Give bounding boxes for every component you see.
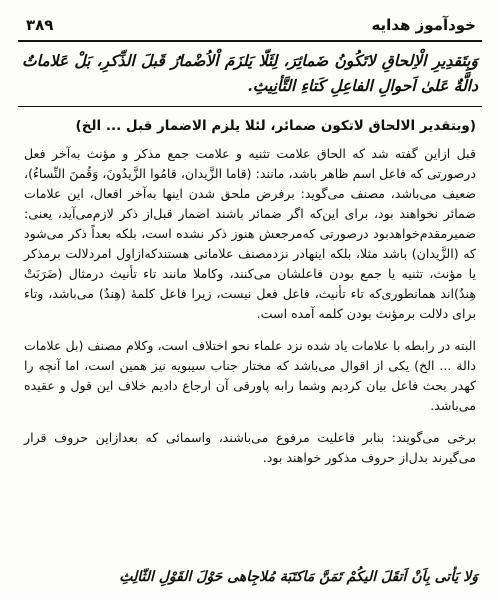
section-heading: (وبتقدیر الالحاق لاتکون ضمائر، لئلا یلزم الاضمار قبل ... الخ) <box>75 118 476 134</box>
paragraph-1: قبل ازاین گفته شد که الحاق علامت تثنیه و علامت جمع مذکر و مؤنث به‌آخر فعل درصورتی که فاعل اسم ظاهر باشد، مانند: (قاما الزَّیدان، قامُوا الزَّیدُونَ، وَقُمنَ النِّساءُ)، ضعیف می‌باشد، مصنف می‌گوید: برفرض ملحق شدن اینها به‌آخر افعال، این علامات ضمائر نخواهند بود، برای این‌که اگر ضمائر باشند اضمار قبل‌از ذکر لازم‌می‌آید، یعنی: ضمیرمقدم‌خواهدبود درصورتی که‌مرجعش هنوز ذکر نشده است، بلکه بعداً ذکر می‌شود که (الزَّیدان) باشد مثلا، بلکه اینهادر نزدمصنف علاماتی هستندکه‌ازاول امردلالت برمذکر یا مؤنث، تثنیه یا جمع بودن فاعلشان می‌کنند، وکاملا مانند تاء تأنیث درمثال (ضَرَبَتْ هِندٌ)اند همانطوری‌که تاء تأنیث، فاعل فعل نیست، زیرا فاعل کلمهٔ (هِندٌ) می‌باشد، وتاء برای دلالت برمؤنث بودن کلمه آمده است. <box>24 146 476 321</box>
page-header <box>22 14 478 40</box>
paragraph-3: برخی می‌گویند: بنابر فاعلیت مرفوع می‌باشند، واسمائی که بعدازاین حروف قرار می‌گیرند بدل‌از حروف مذکور خواهند بود. <box>24 430 476 465</box>
page-number: ۳۸۹ <box>26 16 54 34</box>
commentary-body <box>24 116 476 480</box>
header-divider <box>18 40 482 42</box>
arabic-text-top: وَبِتَقدِیرِ الْاِلحاقِ لاتَکُونُ ضَمائِرَ، لِئَلّا یَلزَمَ اْلاُضْمارُ قَبلَ الذِّکرِ، بَلْ عَلاماتٌ دالَّةٌ عَلىٰ اَحوالِ الفاعِلِ کَتاءِ التَّأنِیثِ. <box>22 51 478 95</box>
arabic-text-bottom: وَلا یَأتی بِاَنْ اَتقَلَ الیکُمْ تَمَنَّ مَاکتَبَة مُلاجِاهی حَوْلَ القَوْلِ الثّالِثِ <box>119 569 478 585</box>
paragraph-2: البته در رابطه با علامات یاد شده نزد علماء نحو اختلاف است، وکلام مصنف (بل علامات دالة ... الخ) یکی از اقوال می‌باشد که مختار جناب سیبویه نیز همین است، اما آنچه را کهدر بحث فاعل بیان کردیم وشما رابه پاورقی آن ارجاع دادیم خلاف این قول و عقیده می‌باشد. <box>24 338 476 413</box>
section-divider <box>18 106 482 107</box>
running-title: خودآموز هدایه <box>371 16 476 34</box>
